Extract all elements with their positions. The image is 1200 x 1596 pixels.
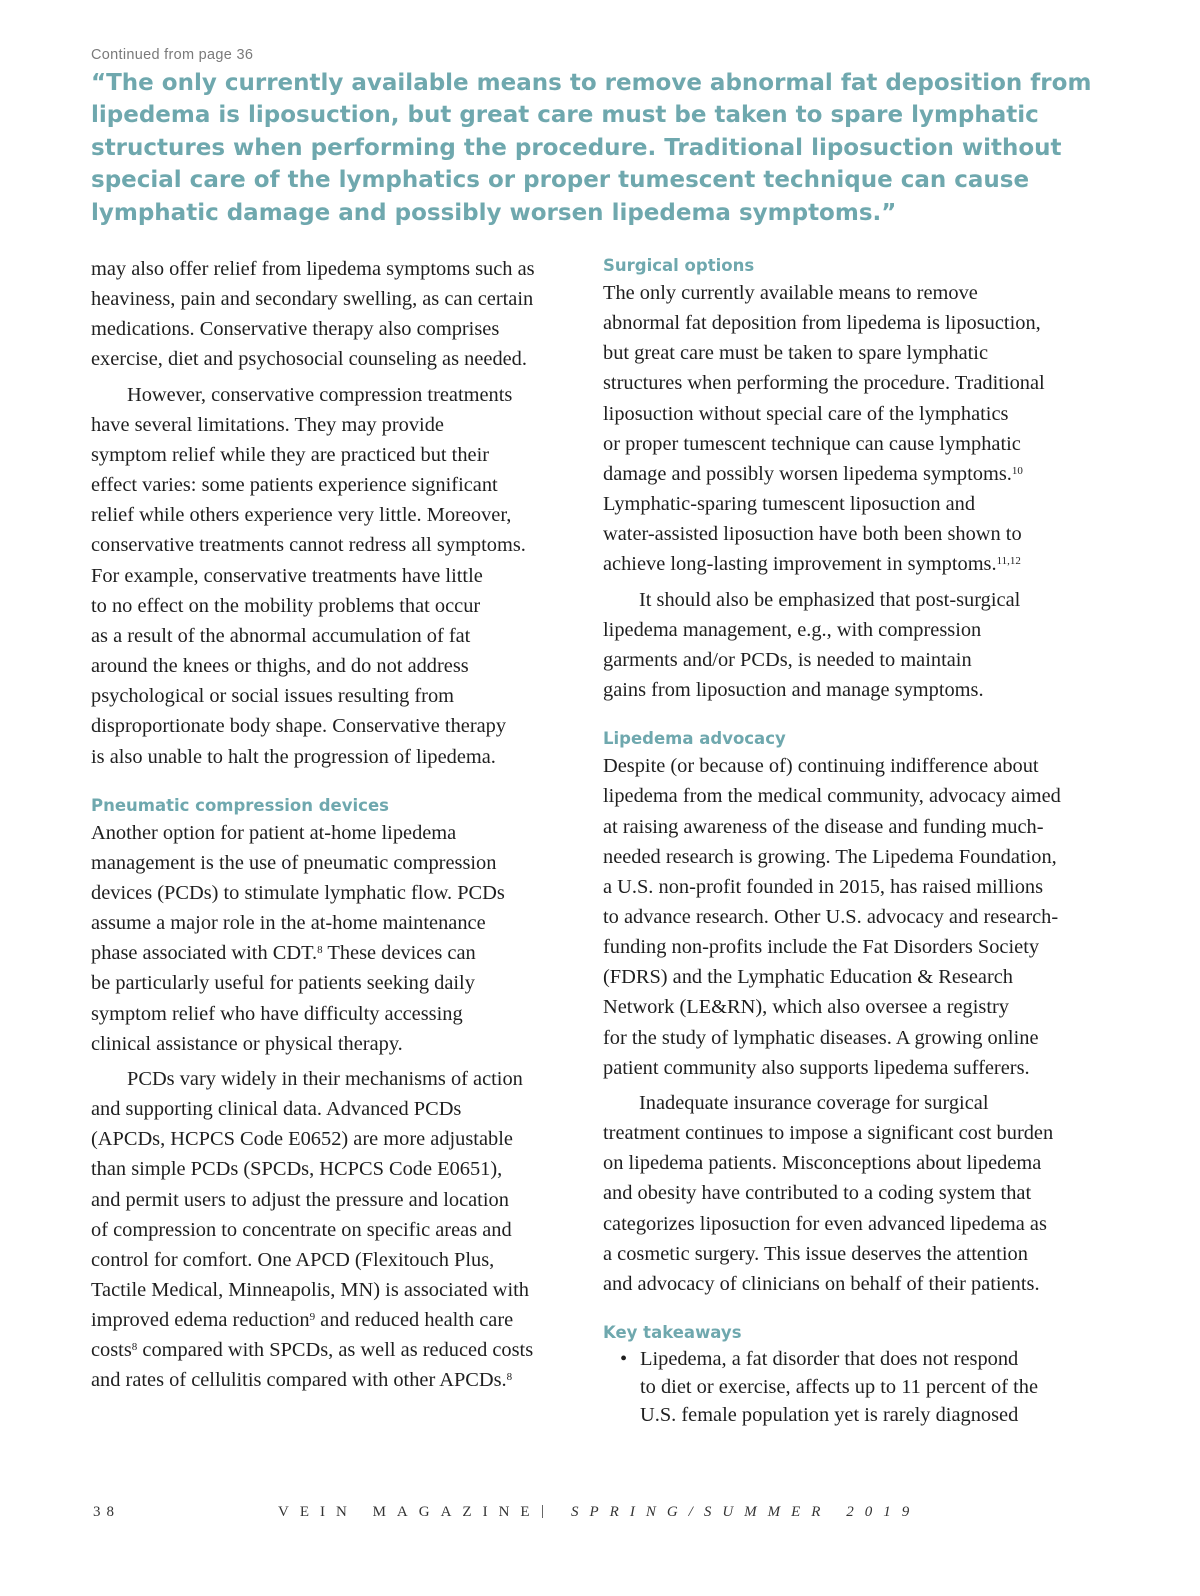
paragraph xyxy=(91,380,571,772)
takeaways-list xyxy=(603,1345,1093,1429)
text-line: However, conservative compression treatments xyxy=(127,383,513,406)
text-line: a cosmetic surgery. This issue deserves the attention xyxy=(603,1242,1028,1265)
text-line xyxy=(91,1365,571,1395)
pull-quote-line: special care of the lymphatics or proper tumescent technique can cause xyxy=(91,167,1030,194)
text-line: (FDRS) and the Lymphatic Education & Research xyxy=(603,966,1013,989)
footer-separator: | xyxy=(541,1503,545,1519)
text-line: Lymphatic-sparing tumescent liposuction and xyxy=(603,493,976,516)
pull-quote-line: “The only currently available means to remove abnormal fat deposition from xyxy=(91,70,1092,96)
text-line: lipedema from the medical community, advocacy aimed xyxy=(603,785,1061,808)
text-line: have several limitations. They may provide xyxy=(91,413,444,436)
text-line: a U.S. non-profit founded in 2015, has raised millions xyxy=(603,875,1044,898)
text-line: It should also be emphasized that post-surgical xyxy=(639,588,1021,611)
text-line: Despite (or because of) continuing indifference about xyxy=(603,755,1039,778)
text-line: For example, conservative treatments have little xyxy=(91,564,483,587)
text-line: conservative treatments cannot redress all symptoms. xyxy=(91,534,526,557)
text-line: patient community also supports lipedema sufferers. xyxy=(603,1056,1030,1079)
text-line: around the knees or thighs, and do not address xyxy=(91,655,469,678)
text-line: (APCDs, HCPCS Code E0652) are more adjustable xyxy=(91,1128,513,1151)
text-line: symptom relief who have difficulty accessing xyxy=(91,1002,463,1025)
text-line: clinical assistance or physical therapy. xyxy=(91,1032,403,1055)
page-number: 38 xyxy=(93,1504,120,1520)
text-line: liposuction without special care of the lymphatics xyxy=(603,402,1009,425)
text-fragment: costs xyxy=(91,1339,132,1362)
reference-number: 8 xyxy=(317,944,323,957)
text-line: assume a major role in the at-home maintenance xyxy=(91,912,486,935)
text-line: U.S. female population yet is rarely diagnosed xyxy=(640,1404,1019,1426)
text-line: garments and/or PCDs, is needed to maintain xyxy=(603,648,972,671)
text-fragment: compared with SPCDs, as well as reduced costs xyxy=(137,1339,534,1362)
reference-number: 11,12 xyxy=(996,555,1021,568)
reference-number: 10 xyxy=(1011,464,1023,477)
text-line: devices (PCDs) to stimulate lymphatic flow. PCDs xyxy=(91,881,505,904)
text-line: relief while others experience very little. Moreover, xyxy=(91,504,512,527)
text-fragment: and rates of cellulitis compared with other APCDs. xyxy=(91,1369,507,1392)
text-line xyxy=(91,1305,571,1335)
text-line: lipedema management, e.g., with compression xyxy=(603,618,982,641)
pull-quote xyxy=(91,67,1101,229)
text-line: is also unable to halt the progression of lipedema. xyxy=(91,745,496,768)
text-line xyxy=(603,549,1093,579)
text-line: on lipedema patients. Misconceptions about lipedema xyxy=(603,1152,1042,1175)
text-line: to advance research. Other U.S. advocacy and research- xyxy=(603,905,1059,928)
text-line: of compression to concentrate on specific areas and xyxy=(91,1218,512,1241)
text-line: structures when performing the procedure. Traditional xyxy=(603,372,1045,395)
text-fragment: These devices can xyxy=(322,942,476,965)
text-line: Network (LE&RN), which also oversee a registry xyxy=(603,996,1009,1019)
text-line: Another option for patient at-home lipedema xyxy=(91,821,457,844)
paragraph xyxy=(603,751,1093,1083)
text-line: to diet or exercise, affects up to 11 percent of the xyxy=(640,1376,1039,1398)
text-line: Lipedema, a fat disorder that does not respond xyxy=(640,1348,1019,1370)
section-heading-surgical: Surgical options xyxy=(603,256,755,275)
left-column xyxy=(91,254,571,1396)
section-heading-takeaways: Key takeaways xyxy=(603,1323,742,1342)
text-line: control for comfort. One APCD (Flexitouch Plus, xyxy=(91,1248,495,1271)
paragraph xyxy=(603,585,1093,706)
text-line: exercise, diet and psychosocial counseling as needed. xyxy=(91,348,527,371)
text-line: to no effect on the mobility problems that occur xyxy=(91,594,481,617)
text-line: treatment continues to impose a significant cost burden xyxy=(603,1122,1054,1145)
text-line: categorizes liposuction for even advanced lipedema as xyxy=(603,1212,1047,1235)
text-line: symptom relief while they are practiced but their xyxy=(91,443,490,466)
pull-quote-line: lymphatic damage and possibly worsen lipedema symptoms.” xyxy=(91,199,897,226)
text-line: Inadequate insurance coverage for surgical xyxy=(639,1091,989,1114)
text-line: and advocacy of clinicians on behalf of their patients. xyxy=(603,1272,1040,1295)
text-line: may also offer relief from lipedema symptoms such as xyxy=(91,258,535,280)
magazine-name: VEIN MAGAZINE xyxy=(278,1504,541,1520)
text-line: disproportionate body shape. Conservative therapy xyxy=(91,715,507,738)
text-line: management is the use of pneumatic compression xyxy=(91,851,497,874)
paragraph xyxy=(91,1064,571,1396)
section-heading-advocacy: Lipedema advocacy xyxy=(603,729,786,749)
section-heading-pcd: Pneumatic compression devices xyxy=(91,795,389,815)
text-line: but great care must be taken to spare lymphatic xyxy=(603,342,989,365)
reference-number: 9 xyxy=(309,1311,316,1324)
bullet-icon: • xyxy=(620,1348,628,1370)
text-line: PCDs vary widely in their mechanisms of action xyxy=(127,1067,523,1090)
continued-from-note: Continued from page 36 xyxy=(91,47,254,63)
text-line: and supporting clinical data. Advanced PCDs xyxy=(91,1098,462,1121)
text-line: or proper tumescent technique can cause lymphatic xyxy=(603,432,1021,455)
text-line: funding non-profits include the Fat Disorders Society xyxy=(603,936,1040,959)
text-fragment: achieve long-lasting improvement in symptoms. xyxy=(603,553,997,576)
pull-quote-line: lipedema is liposuction, but great care must be taken to spare lymphatic xyxy=(91,102,1039,129)
right-column xyxy=(603,254,1093,1429)
text-line: gains from liposuction and manage symptoms. xyxy=(603,679,984,702)
text-line: be particularly useful for patients seeking daily xyxy=(91,972,475,995)
text-line: abnormal fat deposition from lipedema is liposuction, xyxy=(603,312,1041,335)
text-line xyxy=(603,459,1093,489)
text-fragment: damage and possibly worsen lipedema symptoms. xyxy=(603,462,1012,485)
text-line: effect varies: some patients experience significant xyxy=(91,474,498,497)
text-line: and obesity have contributed to a coding system that xyxy=(603,1182,1032,1205)
text-line xyxy=(91,1335,571,1365)
issue-name: SPRING/SUMMER 2019 xyxy=(571,1504,921,1520)
reference-number: 8 xyxy=(506,1371,513,1384)
reference-number: 8 xyxy=(131,1341,138,1354)
page-footer xyxy=(0,1504,1200,1528)
paragraph xyxy=(91,818,571,1059)
text-line xyxy=(91,938,571,968)
list-item xyxy=(603,1345,1093,1429)
paragraph xyxy=(603,278,1093,580)
text-line: psychological or social issues resulting from xyxy=(91,685,454,708)
text-line: The only currently available means to remove xyxy=(603,282,978,304)
text-line: for the study of lymphatic diseases. A growing online xyxy=(603,1026,1039,1049)
text-line: Tactile Medical, Minneapolis, MN) is associated with xyxy=(91,1279,529,1301)
text-fragment: improved edema reduction xyxy=(91,1309,310,1332)
text-line: as a result of the abnormal accumulation of fat xyxy=(91,624,471,647)
text-fragment: phase associated with CDT. xyxy=(91,942,318,965)
text-line: water-assisted liposuction have both been shown to xyxy=(603,523,1022,546)
text-line: medications. Conservative therapy also comprises xyxy=(91,318,500,341)
text-line: and permit users to adjust the pressure and location xyxy=(91,1188,509,1211)
paragraph xyxy=(91,254,571,375)
text-line: than simple PCDs (SPCDs, HCPCS Code E0651), xyxy=(91,1158,503,1181)
paragraph xyxy=(603,1088,1093,1299)
text-line: at raising awareness of the disease and funding much- xyxy=(603,815,1044,838)
pull-quote-line: structures when performing the procedure. Traditional liposuction without xyxy=(91,134,1062,161)
text-line: heaviness, pain and secondary swelling, as can certain xyxy=(91,288,534,311)
text-fragment: and reduced health care xyxy=(315,1309,514,1332)
text-line: needed research is growing. The Lipedema Foundation, xyxy=(603,845,1057,868)
